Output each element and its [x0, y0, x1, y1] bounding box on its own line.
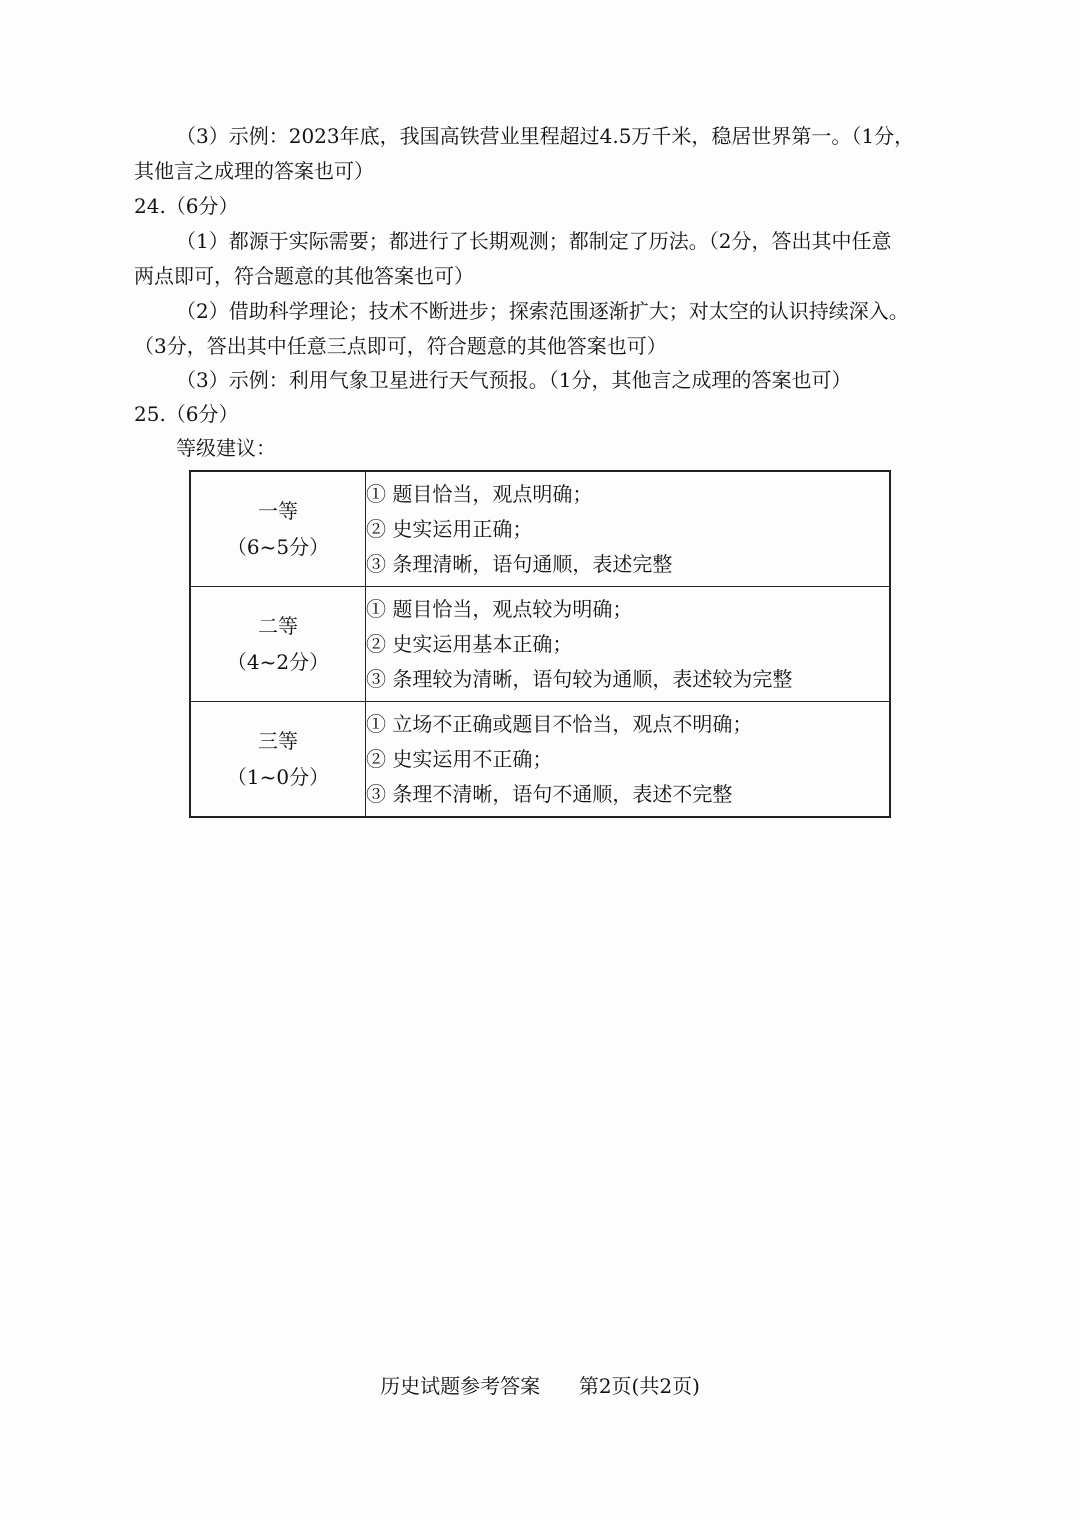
grade-cell — [190, 587, 366, 702]
answer-24-2-line1: （2）借助科学理论；技术不断进步；探索范围逐渐扩大；对太空的认识持续深入。 — [176, 299, 909, 323]
page-footer — [0, 1372, 1080, 1400]
grade-row-first — [190, 471, 890, 587]
footer-title: 历史试题参考答案 — [380, 1374, 541, 1398]
answer-24-1-line2: 两点即可，符合题意的其他答案也可） — [134, 264, 474, 288]
criterion: ② 史实运用不正确； — [366, 746, 553, 771]
criterion: ③ 条理较为清晰，语句较为通顺，表述较为完整 — [366, 666, 793, 691]
grade-cell — [190, 702, 366, 818]
grade-name: 一等 — [258, 499, 298, 523]
grade-range: （6~5分） — [226, 535, 330, 559]
criteria-cell — [366, 471, 891, 587]
grade-heading: 等级建议： — [176, 436, 276, 460]
grade-table — [189, 470, 891, 818]
criteria-cell — [366, 587, 891, 702]
criterion: ② 史实运用正确； — [366, 516, 533, 541]
answer-24-1-line1: （1）都源于实际需要；都进行了长期观测；都制定了历法。（2分，答出其中任意 — [176, 229, 892, 253]
grade-range: （1~0分） — [226, 765, 330, 789]
answer-23-3-line2: 其他言之成理的答案也可） — [134, 159, 374, 183]
grade-cell — [190, 471, 366, 587]
criterion: ① 题目恰当，观点明确； — [366, 481, 593, 506]
criteria-cell — [366, 702, 891, 818]
answer-23-3-line1: （3）示例：2023年底，我国高铁营业里程超过4.5万千米，稳居世界第一。（1分， — [176, 124, 915, 148]
grade-range: （4~2分） — [226, 650, 330, 674]
criterion: ① 立场不正确或题目不恰当，观点不明确； — [366, 711, 753, 736]
criterion: ③ 条理不清晰，语句不通顺，表述不完整 — [366, 781, 733, 806]
grade-name: 三等 — [258, 729, 298, 753]
criterion: ① 题目恰当，观点较为明确； — [366, 596, 633, 621]
answer-24-2-line2: （3分，答出其中任意三点即可，符合题意的其他答案也可） — [134, 334, 667, 358]
grade-name: 二等 — [258, 614, 298, 638]
footer-page-number: 第2页(共2页) — [578, 1374, 700, 1398]
criterion: ③ 条理清晰，语句通顺，表述完整 — [366, 551, 673, 576]
question-24-header: 24.（6分） — [134, 194, 239, 218]
answer-24-3: （3）示例：利用气象卫星进行天气预报。（1分，其他言之成理的答案也可） — [176, 368, 852, 392]
criterion: ② 史实运用基本正确； — [366, 631, 573, 656]
question-25-header: 25.（6分） — [134, 402, 239, 426]
grade-row-second — [190, 587, 890, 702]
grade-row-third — [190, 702, 890, 818]
